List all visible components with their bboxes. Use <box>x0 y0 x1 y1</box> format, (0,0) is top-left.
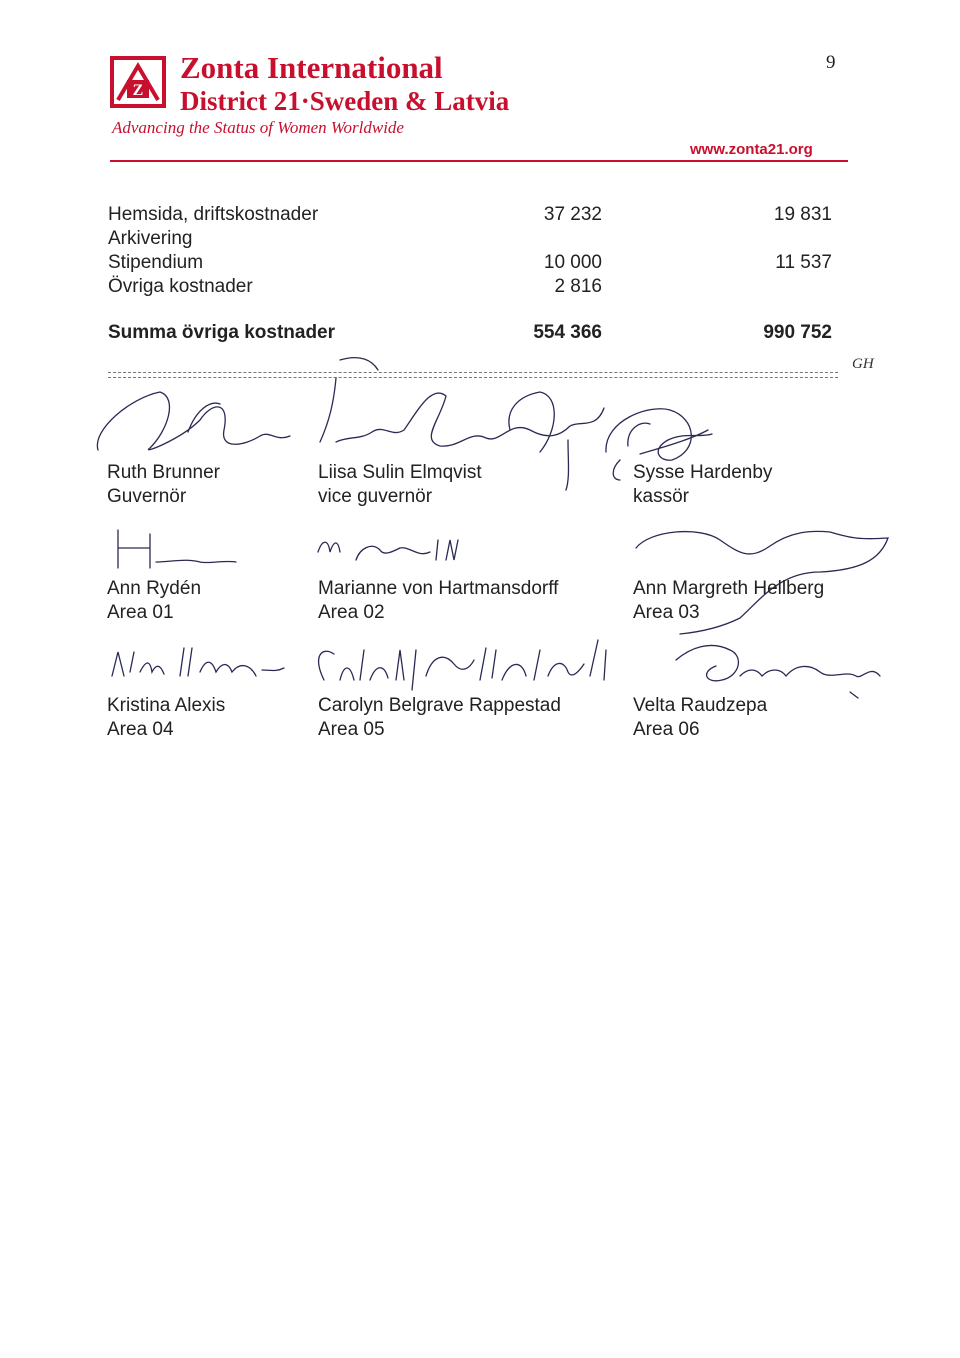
district-name: District 21·Sweden & Latvia <box>180 86 510 116</box>
signature-kristina-alexis <box>112 648 284 676</box>
total-label: Summa övriga kostnader <box>108 322 336 343</box>
total-value-2: 990 752 <box>763 322 832 343</box>
cost-value-2: 19 831 <box>773 204 832 225</box>
signatory-role: kassör <box>633 486 689 507</box>
signatory-name: Ann Margreth Hellberg <box>633 578 825 599</box>
logo-letter: Z <box>132 82 144 99</box>
signatory-name: Velta Raudzepa <box>633 695 768 716</box>
cost-label: Stipendium <box>108 252 204 273</box>
signatory-name: Ann Rydén <box>107 578 202 599</box>
signature-marianne-hartmansdorff <box>318 540 458 560</box>
signatory-role: Area 01 <box>107 602 174 623</box>
signatory-role: Area 04 <box>107 719 174 740</box>
cost-value-1: 37 232 <box>543 204 602 225</box>
signatory-name: Liisa Sulin Elmqvist <box>318 462 482 483</box>
signatory-role: Area 06 <box>633 719 700 740</box>
signatory-name: Carolyn Belgrave Rappestad <box>318 695 561 716</box>
cost-label: Arkivering <box>108 228 193 249</box>
website-link[interactable]: www.zonta21.org <box>690 141 813 158</box>
page-number: 9 <box>826 52 836 73</box>
signature-ruth-brunner <box>97 392 290 450</box>
signatory-role: Area 03 <box>633 602 700 623</box>
signatory-role: Area 02 <box>318 602 385 623</box>
signatory-name: Ruth Brunner <box>107 462 221 483</box>
signature-velta-raudzepa <box>676 645 880 698</box>
signature-carolyn-rappestad <box>319 640 606 690</box>
cost-label: Övriga kostnader <box>108 276 253 297</box>
tagline: Advancing the Status of Women Worldwide <box>112 118 404 137</box>
signatory-role: Guvernör <box>107 486 187 507</box>
signatory-role: Area 05 <box>318 719 385 740</box>
signature-sysse-hardenby <box>606 409 712 460</box>
cost-value-2: 11 537 <box>775 252 832 273</box>
initials-mark: GH <box>852 356 874 372</box>
cost-value-1: 10 000 <box>543 252 602 273</box>
total-value-1: 554 366 <box>533 322 602 343</box>
signatory-name: Marianne von Hartmansdorff <box>318 578 559 599</box>
signatory-name: Sysse Hardenby <box>633 462 773 483</box>
signature-ann-ryden <box>118 530 236 568</box>
cost-label: Hemsida, driftskostnader <box>108 204 319 225</box>
signatory-role: vice guvernör <box>318 486 433 507</box>
org-name: Zonta International <box>180 50 443 85</box>
cost-value-1: 2 816 <box>554 276 602 297</box>
signatory-name: Kristina Alexis <box>107 695 226 716</box>
